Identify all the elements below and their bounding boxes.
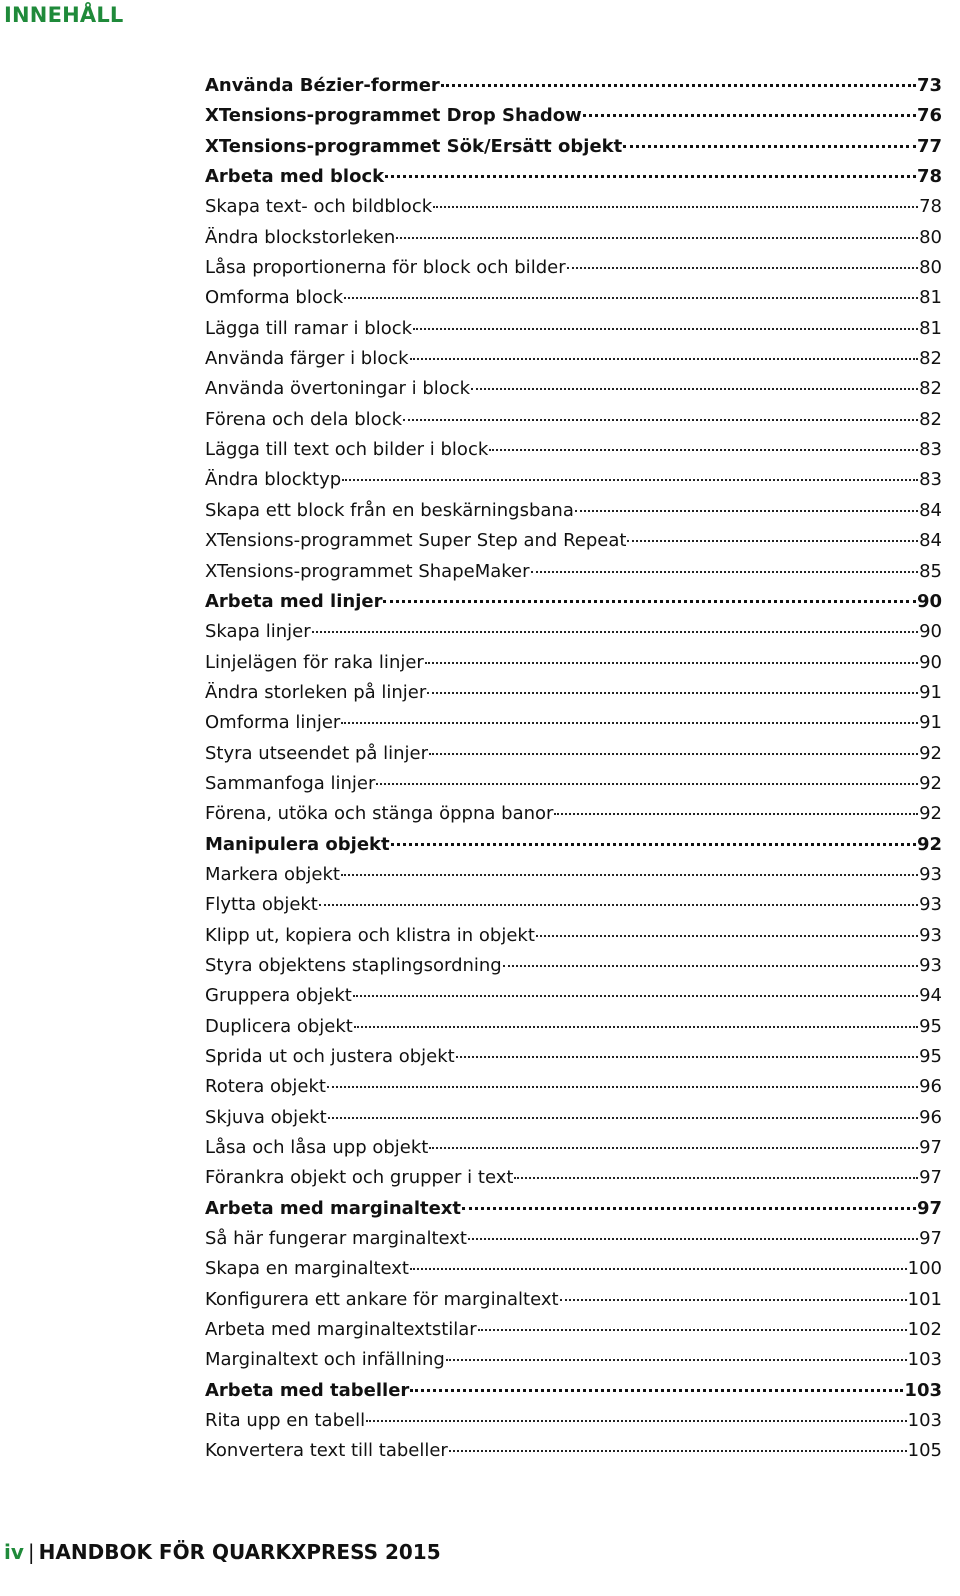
toc-entry-title: Skapa en marginaltext <box>205 1258 409 1280</box>
toc-heading <box>205 1198 942 1228</box>
toc-entry-title: Använda Bézier-former <box>205 75 440 96</box>
toc-dot-leader <box>383 600 915 603</box>
toc-entry-title: Så här fungerar marginaltext <box>205 1228 467 1250</box>
toc-entry <box>205 1076 942 1106</box>
toc-entry <box>205 196 942 226</box>
toc-entry-title: Låsa proportionerna för block och bilder <box>205 257 566 279</box>
toc-dot-leader <box>342 479 918 481</box>
toc-dot-leader <box>429 1147 918 1149</box>
toc-entry-page: 83 <box>919 469 942 491</box>
toc-entry <box>205 955 942 985</box>
toc-entry-page: 94 <box>919 985 942 1007</box>
toc-dot-leader <box>503 965 918 967</box>
toc-dot-leader <box>391 843 916 846</box>
toc-entry-page: 90 <box>919 621 942 643</box>
toc-entry-title: Förena, utöka och stänga öppna banor <box>205 803 554 825</box>
toc-entry-title: Lägga till ramar i block <box>205 317 413 339</box>
toc-dot-leader <box>446 1359 907 1361</box>
toc-entry <box>205 469 942 499</box>
toc-entry-page: 91 <box>919 681 942 703</box>
toc-entry <box>205 439 942 469</box>
toc-dot-leader <box>410 1389 903 1392</box>
toc-dot-leader <box>425 662 918 664</box>
toc-dot-leader <box>385 175 916 178</box>
toc-entry-title: XTensions-programmet ShapeMaker <box>205 560 530 582</box>
toc-entry-page: 101 <box>907 1288 942 1310</box>
toc-heading <box>205 75 942 105</box>
toc-dot-leader <box>575 510 918 512</box>
toc-entry-title: Skapa linjer <box>205 621 311 643</box>
toc-entry-page: 90 <box>919 651 942 673</box>
toc-entry-page: 105 <box>907 1440 942 1462</box>
toc-dot-leader <box>366 1420 907 1422</box>
footer-page-number: iv <box>4 1540 24 1564</box>
toc-dot-leader <box>471 388 918 390</box>
toc-dot-leader <box>410 358 919 360</box>
toc-entry-page: 103 <box>907 1410 942 1432</box>
toc-entry-page: 77 <box>916 135 942 157</box>
toc-entry-page: 95 <box>919 1046 942 1067</box>
toc-entry <box>205 1319 942 1349</box>
toc-entry-title: Arbeta med marginaltext <box>205 1197 462 1219</box>
toc-entry-title: Lägga till text och bilder i block <box>205 439 489 461</box>
toc-dot-leader <box>413 328 918 330</box>
toc-entry-title: Använda övertoningar i block <box>205 378 471 400</box>
toc-heading <box>205 136 942 166</box>
toc-entry-title: Sammanfoga linjer <box>205 772 376 794</box>
toc-entry <box>205 318 942 348</box>
toc-entry-page: 95 <box>919 1015 942 1037</box>
toc-heading <box>205 166 942 196</box>
toc-entry-title: Låsa och låsa upp objekt <box>205 1137 429 1159</box>
toc-entry-page: 102 <box>907 1319 942 1341</box>
toc-dot-leader <box>478 1329 907 1331</box>
toc-dot-leader <box>376 783 918 785</box>
toc-entry-page: 81 <box>919 287 942 309</box>
toc-dot-leader <box>341 722 918 724</box>
toc-entry-title: Förankra objekt och grupper i text <box>205 1167 514 1189</box>
toc-dot-leader <box>427 692 918 694</box>
toc-entry-title: Omforma linjer <box>205 712 341 734</box>
toc-entry-title: Sprida ut och justera objekt <box>205 1046 455 1067</box>
toc-entry-page: 81 <box>919 317 942 339</box>
toc-entry-title: Arbeta med marginaltextstilar <box>205 1319 477 1341</box>
toc-entry-page: 103 <box>904 1379 942 1401</box>
toc-dot-leader <box>456 1056 918 1058</box>
toc-entry <box>205 378 942 408</box>
toc-entry-title: XTensions-programmet Drop Shadow <box>205 105 582 127</box>
toc-dot-leader <box>344 297 918 299</box>
toc-entry-page: 92 <box>919 803 942 825</box>
toc-entry <box>205 257 942 287</box>
toc-entry-page: 93 <box>919 924 942 946</box>
toc-entry-page: 85 <box>919 560 942 582</box>
toc-entry-title: Skjuva objekt <box>205 1106 327 1128</box>
toc-dot-leader <box>441 84 916 87</box>
toc-entry-page: 80 <box>919 257 942 279</box>
toc-dot-leader <box>531 571 919 573</box>
toc-entry <box>205 803 942 833</box>
toc-entry <box>205 1349 942 1379</box>
toc-entry-title: Marginaltext och infällning <box>205 1349 445 1371</box>
toc-entry-page: 103 <box>907 1349 942 1371</box>
toc-entry-page: 97 <box>919 1228 942 1250</box>
toc-entry <box>205 1440 942 1470</box>
toc-entry <box>205 1046 942 1076</box>
toc-entry-page: 83 <box>919 439 942 461</box>
toc-entry-page: 93 <box>919 863 942 885</box>
toc-entry-page: 90 <box>916 590 942 612</box>
toc-entry-page: 93 <box>919 954 942 976</box>
toc-entry-page: 97 <box>919 1137 942 1159</box>
toc-dot-leader <box>319 904 918 906</box>
toc-heading <box>205 591 942 621</box>
toc-dot-leader <box>449 1450 907 1452</box>
toc-entry <box>205 773 942 803</box>
toc-entry-page: 73 <box>916 75 942 96</box>
toc-entry-title: Förena och dela block <box>205 408 403 430</box>
toc-entry-page: 84 <box>919 499 942 521</box>
toc-entry <box>205 409 942 439</box>
toc-entry-page: 78 <box>919 196 942 218</box>
toc-dot-leader <box>627 540 918 542</box>
toc-entry-page: 97 <box>919 1167 942 1189</box>
toc-entry <box>205 1258 942 1288</box>
toc-entry <box>205 682 942 712</box>
toc-dot-leader <box>429 753 918 755</box>
toc-entry <box>205 864 942 894</box>
toc-entry-title: XTensions-programmet Sök/Ersätt objekt <box>205 135 623 157</box>
toc-heading <box>205 1380 942 1410</box>
toc-dot-leader <box>536 935 918 937</box>
toc-entry-title: Skapa ett block från en beskärningsbana <box>205 499 574 521</box>
footer-book-title: HANDBOK FÖR QUARKXPRESS 2015 <box>38 1540 441 1564</box>
toc-entry <box>205 1107 942 1137</box>
toc-entry-page: 93 <box>919 894 942 916</box>
toc-dot-leader <box>341 874 918 876</box>
toc-entry-page: 80 <box>919 226 942 248</box>
toc-dot-leader <box>327 1086 918 1088</box>
toc-entry <box>205 1410 942 1440</box>
toc-entry-page: 91 <box>919 712 942 734</box>
toc-entry-page: 82 <box>919 378 942 400</box>
toc-entry <box>205 348 942 378</box>
toc-entry <box>205 621 942 651</box>
toc-entry-title: Ändra blockstorleken <box>205 226 396 248</box>
toc-heading <box>205 105 942 135</box>
toc-dot-leader <box>433 206 918 208</box>
toc-entry <box>205 561 942 591</box>
toc-entry <box>205 227 942 257</box>
toc-entry-title: Klipp ut, kopiera och klistra in objekt <box>205 924 535 946</box>
toc-entry-page: 76 <box>916 105 942 127</box>
table-of-contents <box>205 75 942 1471</box>
toc-entry <box>205 500 942 530</box>
toc-entry-title: Arbeta med linjer <box>205 590 383 612</box>
toc-entry-title: Arbeta med tabeller <box>205 1379 410 1401</box>
toc-entry-title: Duplicera objekt <box>205 1015 353 1037</box>
toc-entry-title: Omforma block <box>205 287 344 309</box>
toc-dot-leader <box>410 1268 907 1270</box>
toc-entry <box>205 1289 942 1319</box>
toc-entry-page: 92 <box>919 772 942 794</box>
toc-entry-title: Styra utseendet på linjer <box>205 742 429 764</box>
toc-entry <box>205 712 942 742</box>
toc-entry-title: Konfigurera ett ankare för marginaltext <box>205 1288 559 1310</box>
toc-dot-leader <box>560 1299 907 1301</box>
toc-entry-page: 100 <box>907 1258 942 1280</box>
toc-dot-leader <box>353 995 918 997</box>
toc-heading <box>205 834 942 864</box>
toc-entry-title: Linjelägen för raka linjer <box>205 651 424 673</box>
toc-entry-title: Ändra storleken på linjer <box>205 681 427 703</box>
toc-entry <box>205 743 942 773</box>
toc-entry <box>205 652 942 682</box>
toc-dot-leader <box>462 1207 916 1210</box>
toc-entry-title: Arbeta med block <box>205 166 385 188</box>
toc-entry-title: Markera objekt <box>205 863 340 885</box>
toc-entry <box>205 530 942 560</box>
toc-dot-leader <box>583 114 916 117</box>
toc-dot-leader <box>623 145 916 148</box>
toc-dot-leader <box>354 1026 918 1028</box>
toc-entry <box>205 1016 942 1046</box>
toc-entry <box>205 894 942 924</box>
toc-dot-leader <box>468 1238 918 1240</box>
toc-entry-title: Ändra blocktyp <box>205 469 342 491</box>
toc-entry-title: Flytta objekt <box>205 894 318 916</box>
toc-dot-leader <box>554 813 918 815</box>
toc-entry-page: 97 <box>916 1197 942 1219</box>
toc-dot-leader <box>396 237 918 239</box>
toc-entry-page: 92 <box>916 833 942 855</box>
toc-entry <box>205 1228 942 1258</box>
toc-entry <box>205 985 942 1015</box>
toc-entry-title: Använda färger i block <box>205 348 409 370</box>
toc-entry <box>205 1167 942 1197</box>
toc-entry-title: Styra objektens staplingsordning <box>205 954 502 976</box>
toc-entry <box>205 1137 942 1167</box>
toc-entry-page: 78 <box>916 166 942 188</box>
toc-entry <box>205 925 942 955</box>
toc-entry-title: Rita upp en tabell <box>205 1410 366 1432</box>
toc-entry-page: 96 <box>919 1106 942 1128</box>
toc-entry-title: Rotera objekt <box>205 1076 326 1098</box>
toc-dot-leader <box>312 631 918 633</box>
toc-entry-page: 82 <box>919 348 942 370</box>
toc-dot-leader <box>514 1177 918 1179</box>
toc-entry-page: 82 <box>919 408 942 430</box>
toc-dot-leader <box>403 419 918 421</box>
toc-entry-title: Konvertera text till tabeller <box>205 1440 448 1462</box>
toc-entry-title: Gruppera objekt <box>205 985 352 1007</box>
footer-separator: | <box>27 1540 35 1564</box>
toc-dot-leader <box>328 1117 918 1119</box>
section-title: INNEHÅLL <box>4 3 124 27</box>
toc-entry <box>205 287 942 317</box>
toc-dot-leader <box>567 267 919 269</box>
toc-entry-page: 96 <box>919 1076 942 1098</box>
toc-entry-page: 92 <box>919 742 942 764</box>
page-footer <box>4 1540 441 1564</box>
toc-entry-title: XTensions-programmet Super Step and Repeat <box>205 530 627 552</box>
toc-entry-page: 84 <box>919 530 942 552</box>
toc-entry-title: Skapa text- och bildblock <box>205 196 433 218</box>
toc-entry-title: Manipulera objekt <box>205 833 390 855</box>
toc-dot-leader <box>489 449 918 451</box>
